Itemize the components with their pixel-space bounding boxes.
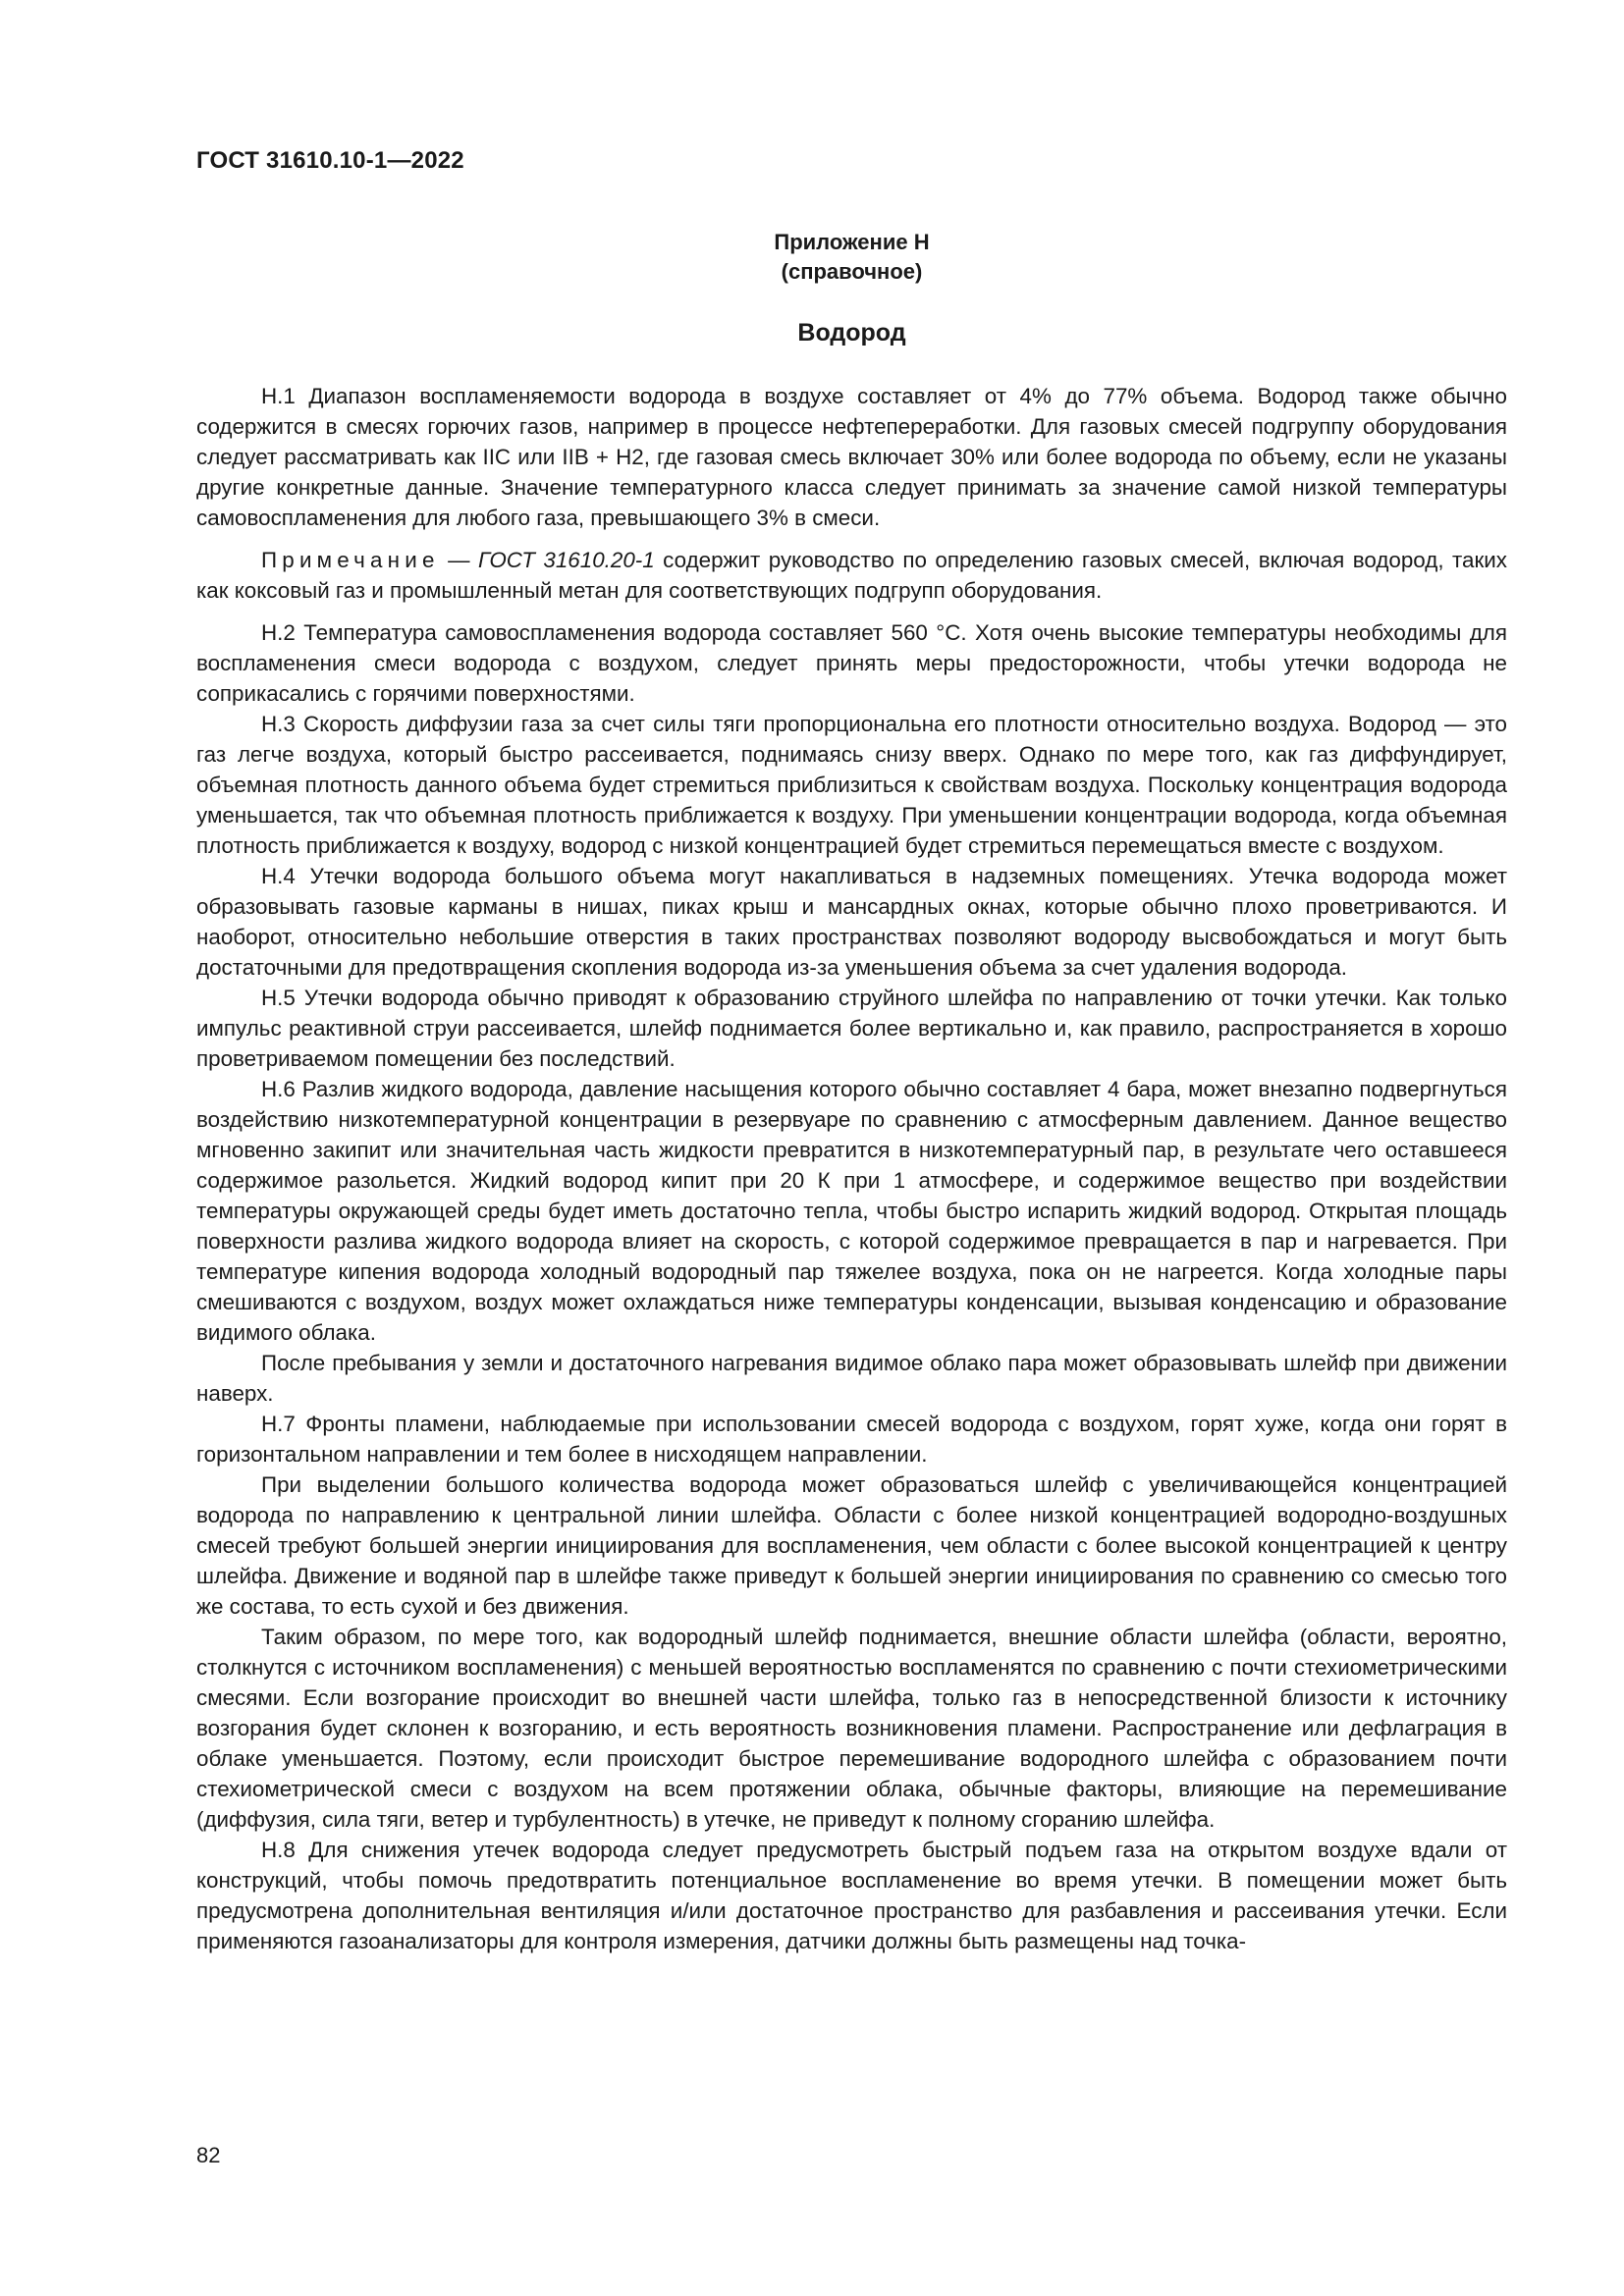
paragraph-h7: Н.7 Фронты пламени, наблюдаемые при использовании смесей водорода с воздухом, горят хуже, когда они горят в горизонтальном направлении и тем более в нисходящем направлении. <box>196 1412 1507 1467</box>
paragraph-h1: Н.1 Диапазон воспламеняемости водорода в воздухе составляет от 4% до 77% объема. Водород также обычно содержится в смесях горючих газов, например в процессе нефтепереработки. Для газовых смесей подгруппу оборудования следует рассматривать как IIC или IIB + Н2, где газовая смесь включает 30% или более водорода по объему, если не указаны другие конкретные данные. Значение температурного класса следует принимать за значение самой низкой температуры самовоспламенения для любого газа, превышающего 3% в смеси. <box>196 384 1507 530</box>
paragraph-h7-continued: При выделении большого количества водорода может образоваться шлейф с увеличивающейся концентрацией водорода по направлению к центральной линии шлейфа. Области с более низкой концентрацией водородно-воздушных смесей требуют большей энергии инициирования для воспламенения, чем области с более высокой концентрацией к центру шлейфа. Движение и водяной пар в шлейфе также приведут к большей энергии инициирования по сравнению со смесью того же состава, то есть сухой и без движения. <box>196 1472 1507 1619</box>
paragraph-h4: Н.4 Утечки водорода большого объема могут накапливаться в надземных помещениях. Утечка водорода может образовывать газовые карманы в нишах, пиках крыш и мансардных окнах, которые обычно плохо проветриваются. И наоборот, относительно небольшие отверстия в таких пространствах позволяют водороду высвобождаться и могут быть достаточными для предотвращения скопления водорода из-за уменьшения объема за счет удаления водорода. <box>196 864 1507 980</box>
page-number: 82 <box>196 2143 221 2167</box>
section-title: Водород <box>797 319 906 347</box>
standard-designation: ГОСТ 31610.10-1—2022 <box>196 147 464 174</box>
note-label: Примечание <box>261 548 440 572</box>
note-dash: — <box>439 548 478 572</box>
paragraph-h6: Н.6 Разлив жидкого водорода, давление насыщения которого обычно составляет 4 бара, может внезапно подвергнуться воздействию низкотемпературной концентрации в резервуаре по сравнению с атмосферным давлением. Данное вещество мгновенно закипит или значительная часть жидкости превратится в низкотемпературный пар, в результате чего оставшееся содержимое разольется. Жидкий водород кипит при 20 К при 1 атмосфере, и содержимое вещество при воздействии температуры окружающей среды будет иметь достаточно тепла, чтобы быстро испарить жидкий водород. Открытая площадь поверхности разлива жидкого водорода влияет на скорость, с которой содержимое превращается в пар и нагревается. При температуре кипения водорода холодный водородный пар тяжелее воздуха, пока он не нагреется. Когда холодные пары смешиваются с воздухом, воздух может охлаждаться ниже температуры конденсации, вызывая конденсацию и образование видимого облака. <box>196 1077 1507 1345</box>
appendix-title: Приложение Н <box>774 230 930 254</box>
note-paragraph <box>196 545 1507 606</box>
paragraph-h5: Н.5 Утечки водорода обычно приводят к образованию струйного шлейфа по направлению от точки утечки. Как только импульс реактивной струи рассеивается, шлейф поднимается более вертикально и, как правило, распространяется в хорошо проветриваемом помещении без последствий. <box>196 986 1507 1071</box>
paragraph-h3: Н.3 Скорость диффузии газа за счет силы тяги пропорциональна его плотности относительно воздуха. Водород — это газ легче воздуха, который быстро рассеивается, поднимаясь снизу вверх. Однако по мере того, как газ диффундирует, объемная плотность данного объема будет стремиться приблизиться к свойствам воздуха. Поскольку концентрация водорода уменьшается, так что объемная плотность приближается к воздуху. При уменьшении концентрации водорода, когда объемная плотность приближается к воздуху, водород с низкой концентрацией будет стремиться перемещаться вместе с воздухом. <box>196 712 1507 858</box>
paragraph-h7-conclusion: Таким образом, по мере того, как водородный шлейф поднимается, внешние области шлейфа (области, вероятно, столкнутся с источником воспламенения) с меньшей вероятностью воспламенятся по сравнению с почти стехиометрическими смесями. Если возгорание происходит во внешней части шлейфа, только газ в непосредственной близости к источнику возгорания будет склонен к возгоранию, и есть вероятность возникновения пламени. Распространение или дефлаграция в облаке уменьшается. Поэтому, если происходит быстрое перемешивание водородного шлейфа с образованием почти стехиометрической смеси с воздухом на всем протяжении облака, обычные факторы, влияющие на перемешивание (диффузия, сила тяги, ветер и турбулентность) в утечке, не приведут к полному сгоранию шлейфа. <box>196 1625 1507 1832</box>
body-text <box>196 381 1507 1956</box>
appendix-type: (справочное) <box>781 259 923 284</box>
note-reference: ГОСТ 31610.20-1 <box>477 548 655 572</box>
paragraph-h8: Н.8 Для снижения утечек водорода следует предусмотреть быстрый подъем газа на открытом воздухе вдали от конструкций, чтобы помочь предотвратить потенциальное воспламенение во время утечки. В помещении может быть предусмотрена дополнительная вентиляция и/или достаточное пространство для разбавления и рассеивания утечки. Если применяются газоанализаторы для контроля измерения, датчики должны быть размещены над точка- <box>196 1838 1507 1953</box>
appendix-heading <box>196 228 1507 287</box>
note-text: содержит руководство по определению газовых смесей, включая водород, таких как коксовый газ и промышленный метан для соответствующих подгрупп оборудования. <box>196 548 1507 603</box>
paragraph-h2: Н.2 Температура самовоспламенения водорода составляет 560 °С. Хотя очень высокие температуры необходимы для воспламенения смеси водорода с воздухом, следует принять меры предосторожности, чтобы утечки водорода не соприкасались с горячими поверхностями. <box>196 620 1507 706</box>
paragraph-h6-continued: После пребывания у земли и достаточного нагревания видимое облако пара может образовывать шлейф при движении наверх. <box>196 1351 1507 1406</box>
